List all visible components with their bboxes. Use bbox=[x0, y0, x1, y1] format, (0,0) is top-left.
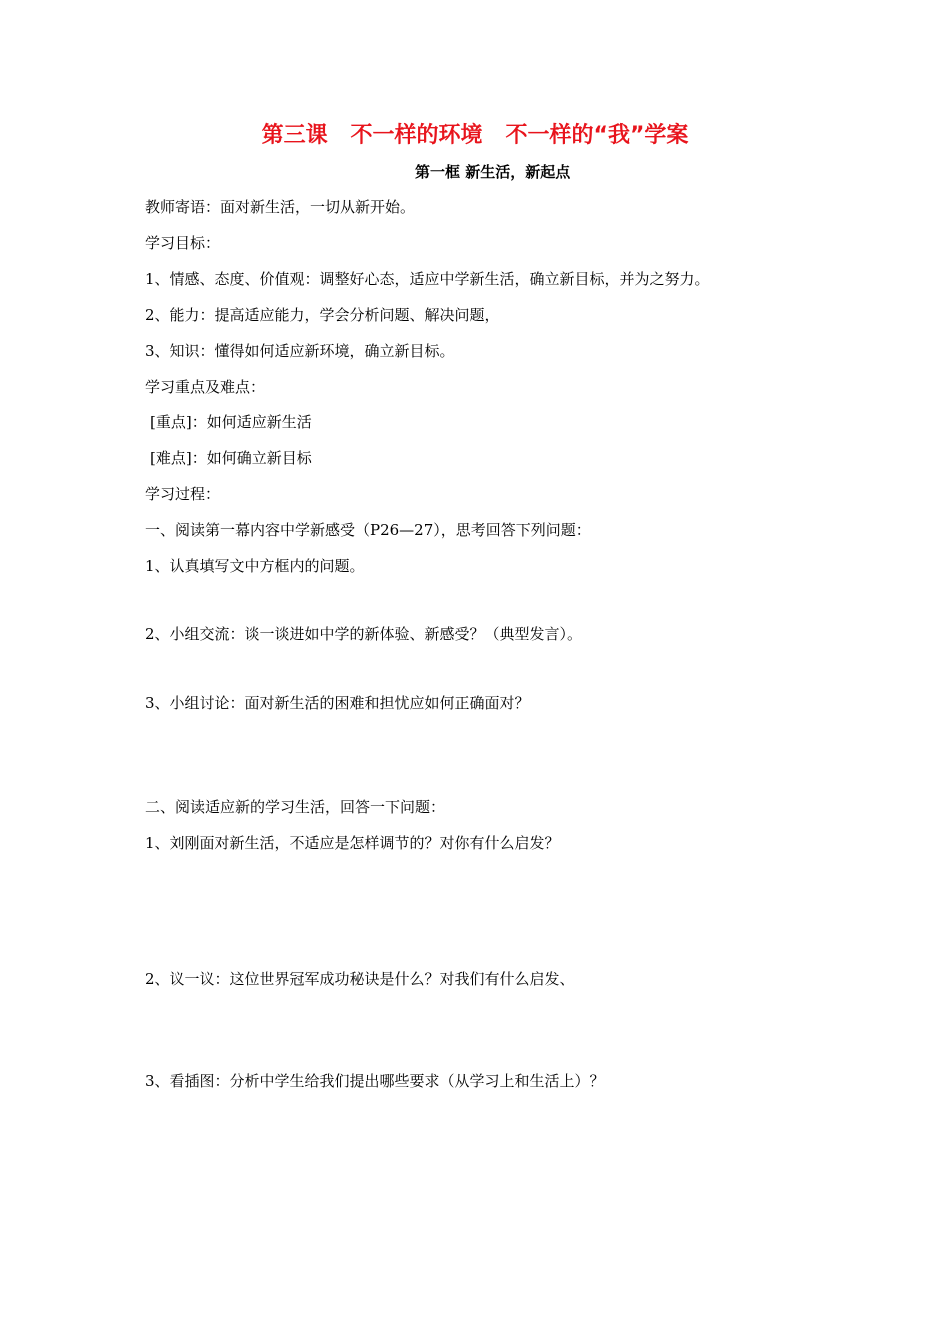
section-1-question: 2、小组交流：谈一谈进如中学的新体验、新感受？（典型发言）。 bbox=[145, 625, 583, 643]
section-2-question: 2、议一议：这位世界冠军成功秘诀是什么？对我们有什么启发、 bbox=[145, 970, 575, 988]
page-subtitle: 第一框 新生活，新起点 bbox=[415, 163, 571, 181]
objectives-heading: 学习目标： bbox=[145, 234, 221, 252]
objective-item: 3、知识：懂得如何适应新环境，确立新目标。 bbox=[145, 342, 455, 360]
section-2-question: 3、看插图：分析中学生给我们提出哪些要求（从学习上和生活上）？ bbox=[145, 1072, 605, 1090]
objective-item: 1、情感、态度、价值观：调整好心态，适应中学新生活，确立新目标，并为之努力。 bbox=[145, 270, 710, 288]
objective-item: 2、能力：提高适应能力，学会分析问题、解决问题， bbox=[145, 306, 500, 324]
key-points-heading: 学习重点及难点： bbox=[145, 378, 266, 396]
section-2-question: 1、刘刚面对新生活，不适应是怎样调节的？对你有什么启发？ bbox=[145, 834, 560, 852]
section-1-question: 1、认真填写文中方框内的问题。 bbox=[145, 557, 365, 575]
section-1-heading: 一、阅读第一幕内容中学新感受（P26—27），思考回答下列问题： bbox=[145, 521, 591, 539]
process-heading: 学习过程： bbox=[145, 485, 221, 503]
section-2-heading: 二、阅读适应新的学习生活，回答一下问题： bbox=[145, 798, 446, 816]
page-title: 第三课 不一样的环境 不一样的“我”学案 bbox=[261, 123, 689, 148]
difficult-point: [难点]：如何确立新目标 bbox=[150, 449, 312, 467]
key-point: [重点]：如何适应新生活 bbox=[150, 413, 312, 431]
teacher-message: 教师寄语：面对新生活，一切从新开始。 bbox=[145, 198, 416, 216]
section-1-question: 3、小组讨论：面对新生活的困难和担忧应如何正确面对？ bbox=[145, 694, 530, 712]
